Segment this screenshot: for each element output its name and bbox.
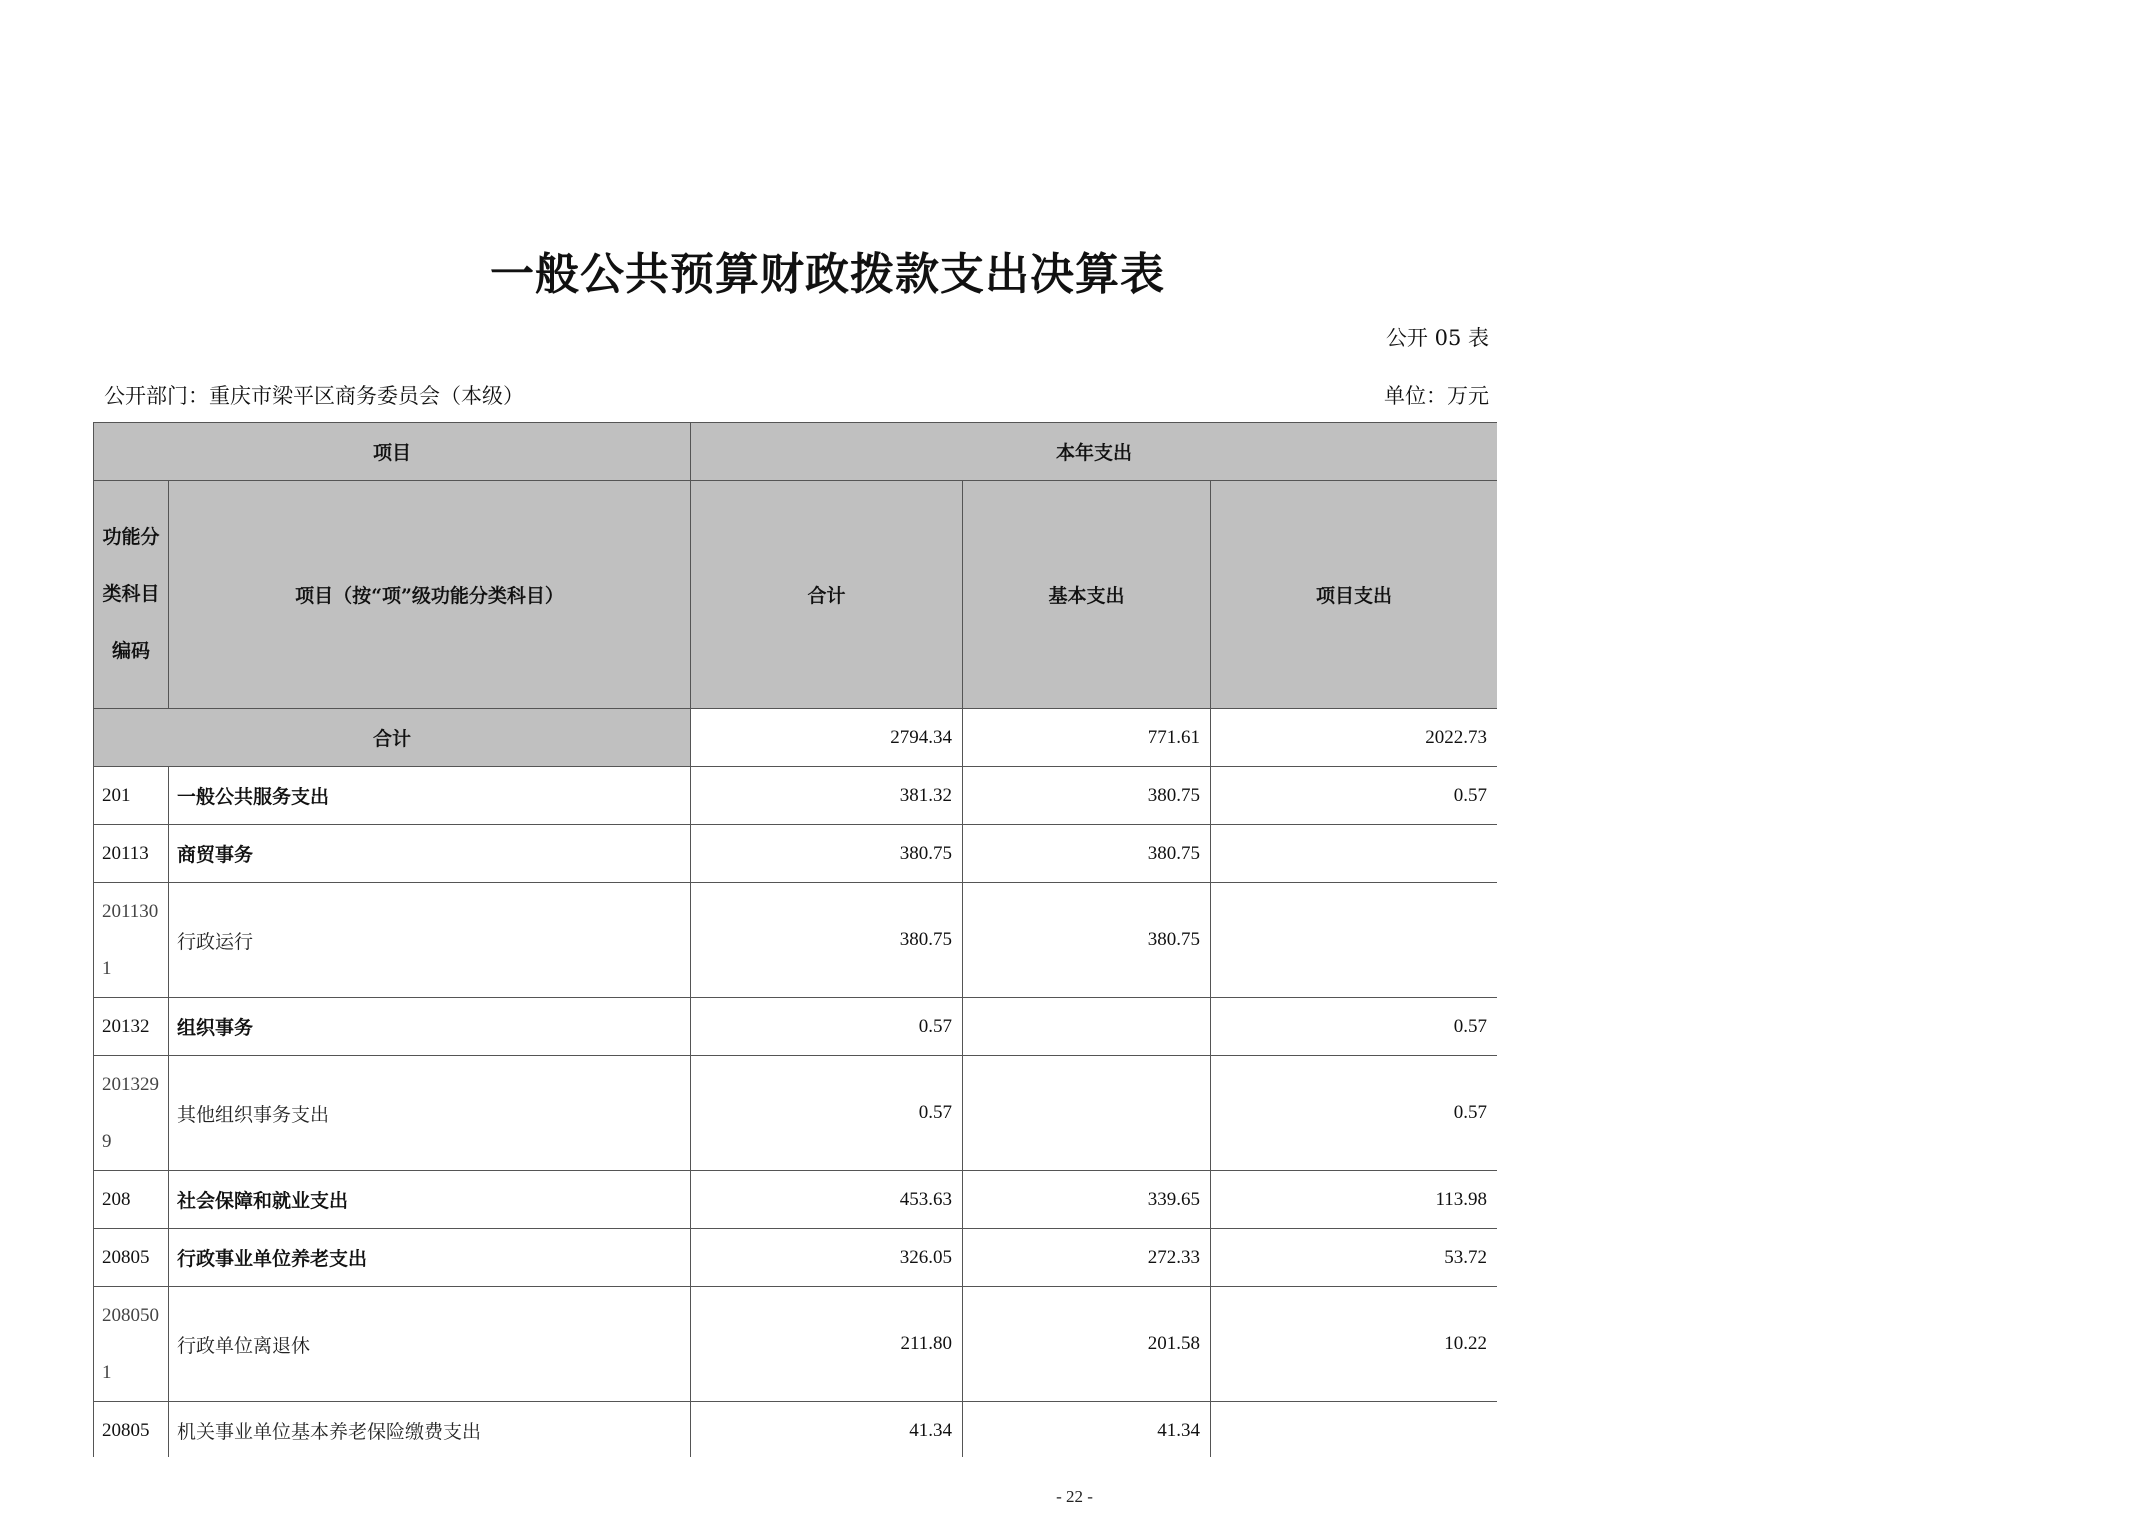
row-project: 0.57	[1211, 1056, 1497, 1171]
row-total: 381.32	[691, 767, 963, 825]
row-code: 201	[94, 767, 169, 825]
row-total: 326.05	[691, 1229, 963, 1287]
header-code: 功能分类科目编码	[94, 481, 169, 709]
row-name: 组织事务	[169, 998, 691, 1056]
total-label: 合计	[94, 709, 691, 767]
row-total: 380.75	[691, 825, 963, 883]
page-title: 一般公共预算财政拨款支出决算表	[490, 249, 1165, 300]
row-total: 211.80	[691, 1287, 963, 1402]
row-code: 20132	[94, 998, 169, 1056]
table-row	[94, 825, 1498, 883]
total-basic: 771.61	[963, 709, 1211, 767]
row-basic: 41.34	[963, 1402, 1211, 1458]
row-name: 机关事业单位基本养老保险缴费支出	[169, 1402, 691, 1458]
row-total: 380.75	[691, 883, 963, 998]
row-basic: 201.58	[963, 1287, 1211, 1402]
total-sum: 2794.34	[691, 709, 963, 767]
header-this-year: 本年支出	[691, 423, 1497, 481]
table-container	[93, 422, 1497, 1457]
table-row	[94, 1171, 1498, 1229]
row-total: 41.34	[691, 1402, 963, 1458]
department-label: 公开部门：重庆市梁平区商务委员会（本级）	[104, 384, 524, 408]
expenditure-table	[93, 422, 1497, 1457]
total-project: 2022.73	[1211, 709, 1497, 767]
row-project	[1211, 1402, 1497, 1458]
row-code: 20805	[94, 1402, 169, 1458]
row-code: 2011301	[94, 883, 169, 998]
row-total: 0.57	[691, 1056, 963, 1171]
row-name: 商贸事务	[169, 825, 691, 883]
unit-label: 单位：万元	[1384, 384, 1489, 408]
row-basic: 272.33	[963, 1229, 1211, 1287]
row-name: 其他组织事务支出	[169, 1056, 691, 1171]
row-name: 行政运行	[169, 883, 691, 998]
page-number: - 22 -	[1056, 1487, 1093, 1506]
row-code: 208	[94, 1171, 169, 1229]
row-project: 0.57	[1211, 767, 1497, 825]
row-project	[1211, 883, 1497, 998]
row-basic: 339.65	[963, 1171, 1211, 1229]
header-row-sub	[94, 481, 1498, 709]
row-basic: 380.75	[963, 825, 1211, 883]
row-code: 20113	[94, 825, 169, 883]
row-basic	[963, 1056, 1211, 1171]
row-code: 20805	[94, 1229, 169, 1287]
row-total: 453.63	[691, 1171, 963, 1229]
header-row-top	[94, 423, 1498, 481]
row-name: 一般公共服务支出	[169, 767, 691, 825]
total-row	[94, 709, 1498, 767]
row-basic	[963, 998, 1211, 1056]
row-total: 0.57	[691, 998, 963, 1056]
header-project-exp: 项目支出	[1211, 481, 1497, 709]
header-project: 项目	[94, 423, 691, 481]
header-total: 合计	[691, 481, 963, 709]
table-row	[94, 1056, 1498, 1171]
row-project: 53.72	[1211, 1229, 1497, 1287]
header-name: 项目（按“项”级功能分类科目）	[169, 481, 691, 709]
row-name: 行政事业单位养老支出	[169, 1229, 691, 1287]
row-name: 行政单位离退休	[169, 1287, 691, 1402]
header-basic: 基本支出	[963, 481, 1211, 709]
table-row	[94, 767, 1498, 825]
table-row	[94, 998, 1498, 1056]
row-name: 社会保障和就业支出	[169, 1171, 691, 1229]
row-code: 2013299	[94, 1056, 169, 1171]
row-basic: 380.75	[963, 883, 1211, 998]
row-project: 0.57	[1211, 998, 1497, 1056]
table-row	[94, 883, 1498, 998]
table-number: 公开 05 表	[1385, 326, 1489, 350]
table-row	[94, 1402, 1498, 1458]
row-project: 113.98	[1211, 1171, 1497, 1229]
table-row	[94, 1229, 1498, 1287]
row-code: 2080501	[94, 1287, 169, 1402]
row-basic: 380.75	[963, 767, 1211, 825]
row-project	[1211, 825, 1497, 883]
row-project: 10.22	[1211, 1287, 1497, 1402]
table-row	[94, 1287, 1498, 1402]
